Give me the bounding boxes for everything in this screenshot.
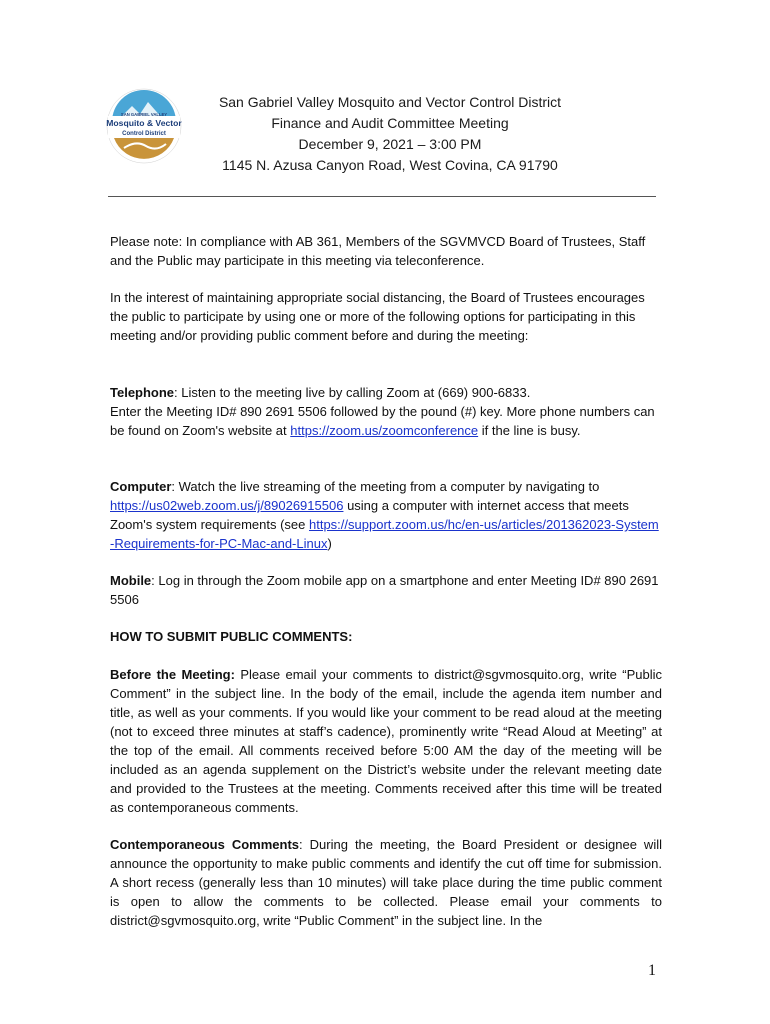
mobile-section: [110, 571, 662, 609]
telephone-text-2: Enter the Meeting ID# 890 2691 5506 followed by the pound (#) key. More phone numbers can be found on Zoom's website at: [110, 404, 655, 438]
computer-label: Computer: [110, 479, 172, 494]
system-requirements-link[interactable]: https://support.zoom.us/hc/en-us/articles/201362023-System-Requirements-for-PC-Mac-and-Linux: [110, 517, 659, 551]
zoom-meeting-link[interactable]: https://us02web.zoom.us/j/89026915506: [110, 498, 344, 513]
logo-top-text: SAN GABRIEL VALLEY: [120, 112, 168, 117]
teleconference-note-text: Please note: In compliance with AB 361, Members of the SGVMVCD Board of Trustees, Staff and the Public may participate in this meeting via teleconference.: [110, 234, 646, 268]
telephone-text-3: if the line is busy.: [478, 423, 581, 438]
before-meeting-label: Before the Meeting:: [110, 667, 235, 682]
mobile-text: : Log in through the Zoom mobile app on a smartphone and enter Meeting ID# 890 2691 5506: [110, 573, 659, 607]
header-block: [180, 92, 600, 176]
header-meeting-name: Finance and Audit Committee Meeting: [271, 115, 509, 131]
social-distancing-text: In the interest of maintaining appropriate social distancing, the Board of Trustees encourages the public to participate by using one or more of the following options for participating in this meeting and/or providing public comment before and during the meeting:: [110, 290, 645, 343]
header-district-name: San Gabriel Valley Mosquito and Vector Control District: [218, 94, 562, 110]
logo-main-text-1: Mosquito & Vector: [106, 118, 182, 128]
header-address: 1145 N. Azusa Canyon Road, West Covina, CA 91790: [222, 157, 558, 173]
telephone-text-1: : Listen to the meeting live by calling Zoom at (669) 900-6833.: [174, 385, 531, 400]
zoom-conference-link[interactable]: https://zoom.us/zoomconference: [290, 423, 479, 438]
contemporaneous-section: [110, 835, 662, 930]
computer-text-1: : Watch the live streaming of the meeting from a computer by navigating to: [171, 479, 600, 494]
computer-text-3: ): [327, 536, 332, 551]
contemporaneous-text: : During the meeting, the Board President or designee will announce the opportunity to make public comments and identify the cut off time for submission. A short recess (generally less than 10 minutes) will take place during the time public comment is open to allow the comments to be collected. Please email your comments to district@sgvmosquito.org, write “Public Comment” in the subject line. In the: [110, 837, 662, 928]
computer-section: [110, 477, 662, 553]
telephone-section: [110, 383, 662, 440]
social-distancing-paragraph: [110, 288, 662, 345]
before-meeting-text: Please email your comments to district@sgvmosquito.org, write “Public Comment” in the subject line. In the body of the email, include the agenda item number and title, as well as your comments. If you would like your comment to be read aloud at the meeting (not to exceed three minutes at staff’s cadence), prominently write “Read Aloud at Meeting” at the top of the email. All comments received before 5:00 AM the day of the meeting will be included as an agenda supplement on the District’s website under the relevant meeting date and provided to the Trustees at the meeting. Comments received after this time will be treated as contemporaneous comments.: [110, 667, 663, 815]
teleconference-note: [110, 232, 662, 270]
page-number: 1: [648, 962, 656, 979]
contemporaneous-label: Contemporaneous Comments: [110, 837, 300, 852]
header-date-time: December 9, 2021 – 3:00 PM: [298, 136, 482, 152]
mobile-label: Mobile: [110, 573, 152, 588]
before-meeting-section: [110, 665, 662, 817]
telephone-label: Telephone: [110, 385, 175, 400]
logo-main-text-2: Control District: [122, 131, 166, 137]
district-logo: [106, 88, 182, 164]
computer-text-2: using a computer with internet access that meets Zoom's system requirements (see: [110, 498, 629, 532]
header-divider: [108, 196, 656, 197]
how-to-heading: HOW TO SUBMIT PUBLIC COMMENTS:: [110, 629, 353, 644]
